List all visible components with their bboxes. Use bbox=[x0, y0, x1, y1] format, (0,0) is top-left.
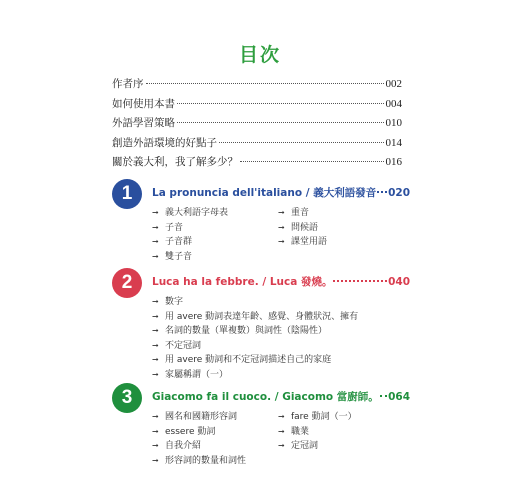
arrow-right-icon: ➞ bbox=[152, 208, 159, 217]
chapter-page: 020 bbox=[388, 187, 410, 199]
arrow-right-icon: ➞ bbox=[278, 412, 285, 421]
arrow-right-icon: ➞ bbox=[278, 441, 285, 451]
list-item: ➞ 定冠詞 bbox=[278, 439, 402, 454]
list-item: ➞ 子音 bbox=[152, 221, 278, 236]
toc-entry-label: 如何使用本書 bbox=[112, 97, 175, 110]
list-item: ➞ 問候語 bbox=[278, 221, 402, 236]
list-item: ➞ 用 avere 動詞表達年齡、感覺、身體狀況、擁有 bbox=[152, 310, 402, 325]
arrow-right-icon: ➞ bbox=[152, 297, 159, 306]
chapter-heading-link[interactable] bbox=[152, 389, 410, 404]
list-item: ➞ 義大利語字母表 bbox=[152, 206, 278, 221]
dot-leader bbox=[377, 191, 387, 193]
list-item: ➞ 子音群 bbox=[152, 235, 278, 250]
chapter-number-badge: 3 bbox=[112, 383, 142, 413]
arrow-right-icon: ➞ bbox=[152, 340, 159, 350]
arrow-right-icon: ➞ bbox=[152, 311, 159, 321]
list-item: ➞ 課堂用語 bbox=[278, 235, 402, 250]
list-item: ➞ 職業 bbox=[278, 425, 402, 440]
toc-entry[interactable] bbox=[112, 154, 402, 174]
chapter-number-badge: 1 bbox=[112, 179, 142, 209]
arrow-right-icon: ➞ bbox=[152, 455, 159, 465]
chapter-page: 040 bbox=[388, 276, 410, 288]
arrow-right-icon: ➞ bbox=[152, 441, 159, 451]
list-item: ➞ 用 avere 動詞和不定冠詞描述自己的家庭 bbox=[152, 353, 402, 368]
dot-leader bbox=[333, 280, 387, 282]
list-item: ➞ 家屬稱謂（一） bbox=[152, 368, 402, 383]
toc-entry-page: 014 bbox=[385, 136, 402, 149]
chapter-topic-list bbox=[152, 295, 402, 383]
toc-entry-page: 002 bbox=[385, 78, 402, 90]
chapter-heading: La pronuncia dell'italiano / 義大利語發音 bbox=[152, 187, 377, 199]
toc-entry-label: 創造外語環境的好點子 bbox=[112, 136, 217, 149]
toc-entry[interactable] bbox=[112, 115, 402, 135]
chapter-heading: Giacomo fa il cuoco. / Giacomo 當廚師。 bbox=[152, 391, 379, 403]
list-item: ➞ fare 動詞（一） bbox=[278, 410, 402, 425]
chapter-heading: Luca ha la febbre. / Luca 發燒。 bbox=[152, 276, 333, 288]
toc-entry-page: 016 bbox=[385, 156, 402, 168]
toc-entry[interactable] bbox=[112, 76, 402, 96]
chapter-heading-link[interactable] bbox=[152, 185, 410, 200]
toc-entry[interactable] bbox=[112, 96, 402, 116]
arrow-right-icon: ➞ bbox=[278, 426, 285, 436]
list-item: ➞ 形容詞的數量和詞性 bbox=[152, 454, 278, 469]
arrow-right-icon: ➞ bbox=[152, 222, 159, 232]
arrow-right-icon: ➞ bbox=[152, 412, 159, 421]
list-item: ➞ 自我介紹 bbox=[152, 439, 278, 454]
chapter-number-badge: 2 bbox=[112, 268, 142, 298]
toc-entry-label: 作者序 bbox=[112, 78, 144, 90]
arrow-right-icon: ➞ bbox=[152, 326, 159, 336]
arrow-right-icon: ➞ bbox=[278, 208, 285, 217]
dot-leader bbox=[177, 103, 384, 104]
list-item: ➞ 雙子音 bbox=[152, 250, 278, 265]
list-item: ➞ 重音 bbox=[278, 206, 402, 221]
dot-leader bbox=[146, 83, 384, 84]
arrow-right-icon: ➞ bbox=[152, 251, 159, 261]
list-item: ➞ 國名和國籍形容詞 bbox=[152, 410, 278, 425]
chapter-topic-list bbox=[152, 410, 402, 468]
dot-leader bbox=[240, 161, 384, 162]
front-matter-list bbox=[112, 76, 402, 174]
arrow-right-icon: ➞ bbox=[152, 369, 159, 379]
toc-entry-label: 外語學習策略 bbox=[112, 117, 175, 129]
chapter-page: 064 bbox=[388, 391, 410, 403]
dot-leader bbox=[219, 142, 384, 143]
list-item: ➞ 名詞的數量（單複數）與詞性（陰陽性） bbox=[152, 324, 402, 339]
toc-entry-page: 004 bbox=[385, 97, 402, 110]
toc-entry-label: 關於義大利，我了解多少？ bbox=[112, 156, 238, 168]
arrow-right-icon: ➞ bbox=[152, 237, 159, 247]
dot-leader bbox=[177, 122, 384, 123]
toc-entry[interactable] bbox=[112, 135, 402, 155]
chapter-topic-list bbox=[152, 206, 402, 264]
chapter-heading-link[interactable] bbox=[152, 274, 410, 289]
list-item: ➞ essere 動詞 bbox=[152, 425, 278, 440]
page-title: 目次 bbox=[238, 44, 281, 66]
arrow-right-icon: ➞ bbox=[152, 355, 159, 365]
arrow-right-icon: ➞ bbox=[152, 426, 159, 436]
dot-leader bbox=[380, 395, 387, 397]
list-item: ➞ 數字 bbox=[152, 295, 402, 310]
arrow-right-icon: ➞ bbox=[278, 222, 285, 232]
toc-entry-page: 010 bbox=[385, 117, 402, 129]
arrow-right-icon: ➞ bbox=[278, 237, 285, 247]
list-item: ➞ 不定冠詞 bbox=[152, 339, 402, 354]
